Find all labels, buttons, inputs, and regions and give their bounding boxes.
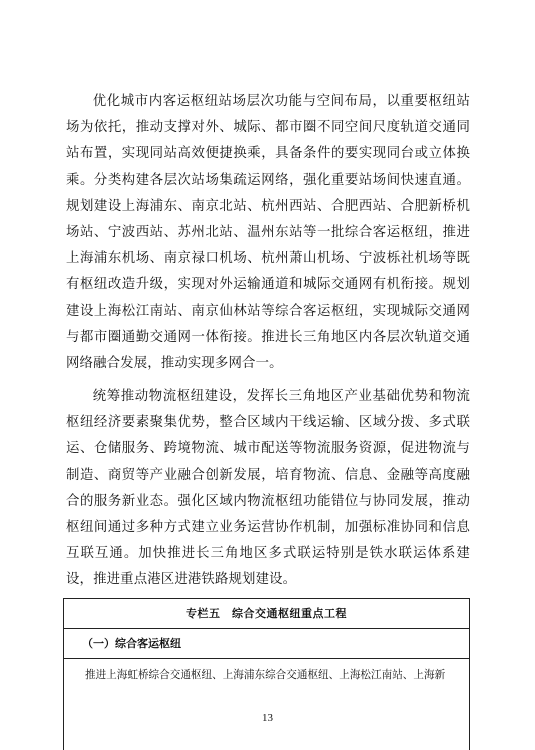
feature-box-subheading: （一）综合客运枢纽 bbox=[64, 629, 469, 659]
feature-box-text: 推进上海虹桥综合交通枢纽、上海浦东综合交通枢纽、上海松江南站、上海新 bbox=[85, 669, 446, 681]
body-paragraph-logistics-hubs: 统筹推动物流枢纽建设，发挥长三角地区产业基础优势和物流枢纽经济要素聚集优势，整合区域内干线运输、区域分拨、多式联运、仓储服务、跨境物流、城市配送等物流服务资源，促进物流与制造、商贸等产业融合创新发展，培育物流、信息、金融等高度融合的服务新业态。强化区域内物流枢纽功能错位与协同发展，推动枢纽间通过多种方式建立业务运营协作机制，加强标准协同和信息互联互通。加快推进长三角地区多式联运特别是铁水联运体系建设，推进重点港区进港铁路规划建设。 bbox=[66, 389, 470, 588]
feature-box bbox=[63, 598, 470, 750]
body-paragraph-passenger-hubs: 优化城市内客运枢纽站场层次功能与空间布局，以重要枢纽站场为依托，推动支撑对外、城际、都市圈不同空间尺度轨道交通同站布置，实现同站高效便捷换乘，具备条件的要实现同台或立体换乘。分类构建各层次站场集疏运网络，强化重要站场间快速直通。规划建设上海浦东、南京北站、杭州西站、合肥西站、合肥新桥机场站、宁波西站、苏州北站、温州东站等一批综合客运枢纽，推进上海浦东机场、南京禄口机场、杭州萧山机场、宁波栎社机场等既有枢纽改造升级，实现对外运输通道和城际交通网有机衔接。规划建设上海松江南站、南京仙林站等综合客运枢纽，实现城际交通网与都市圈通勤交通网一体衔接。推进长三角地区内各层次轨道交通网络融合发展，推动实现多网合一。 bbox=[66, 94, 470, 372]
feature-box-title: 专栏五 综合交通枢纽重点工程 bbox=[64, 599, 469, 629]
page-number: 13 bbox=[262, 712, 273, 724]
